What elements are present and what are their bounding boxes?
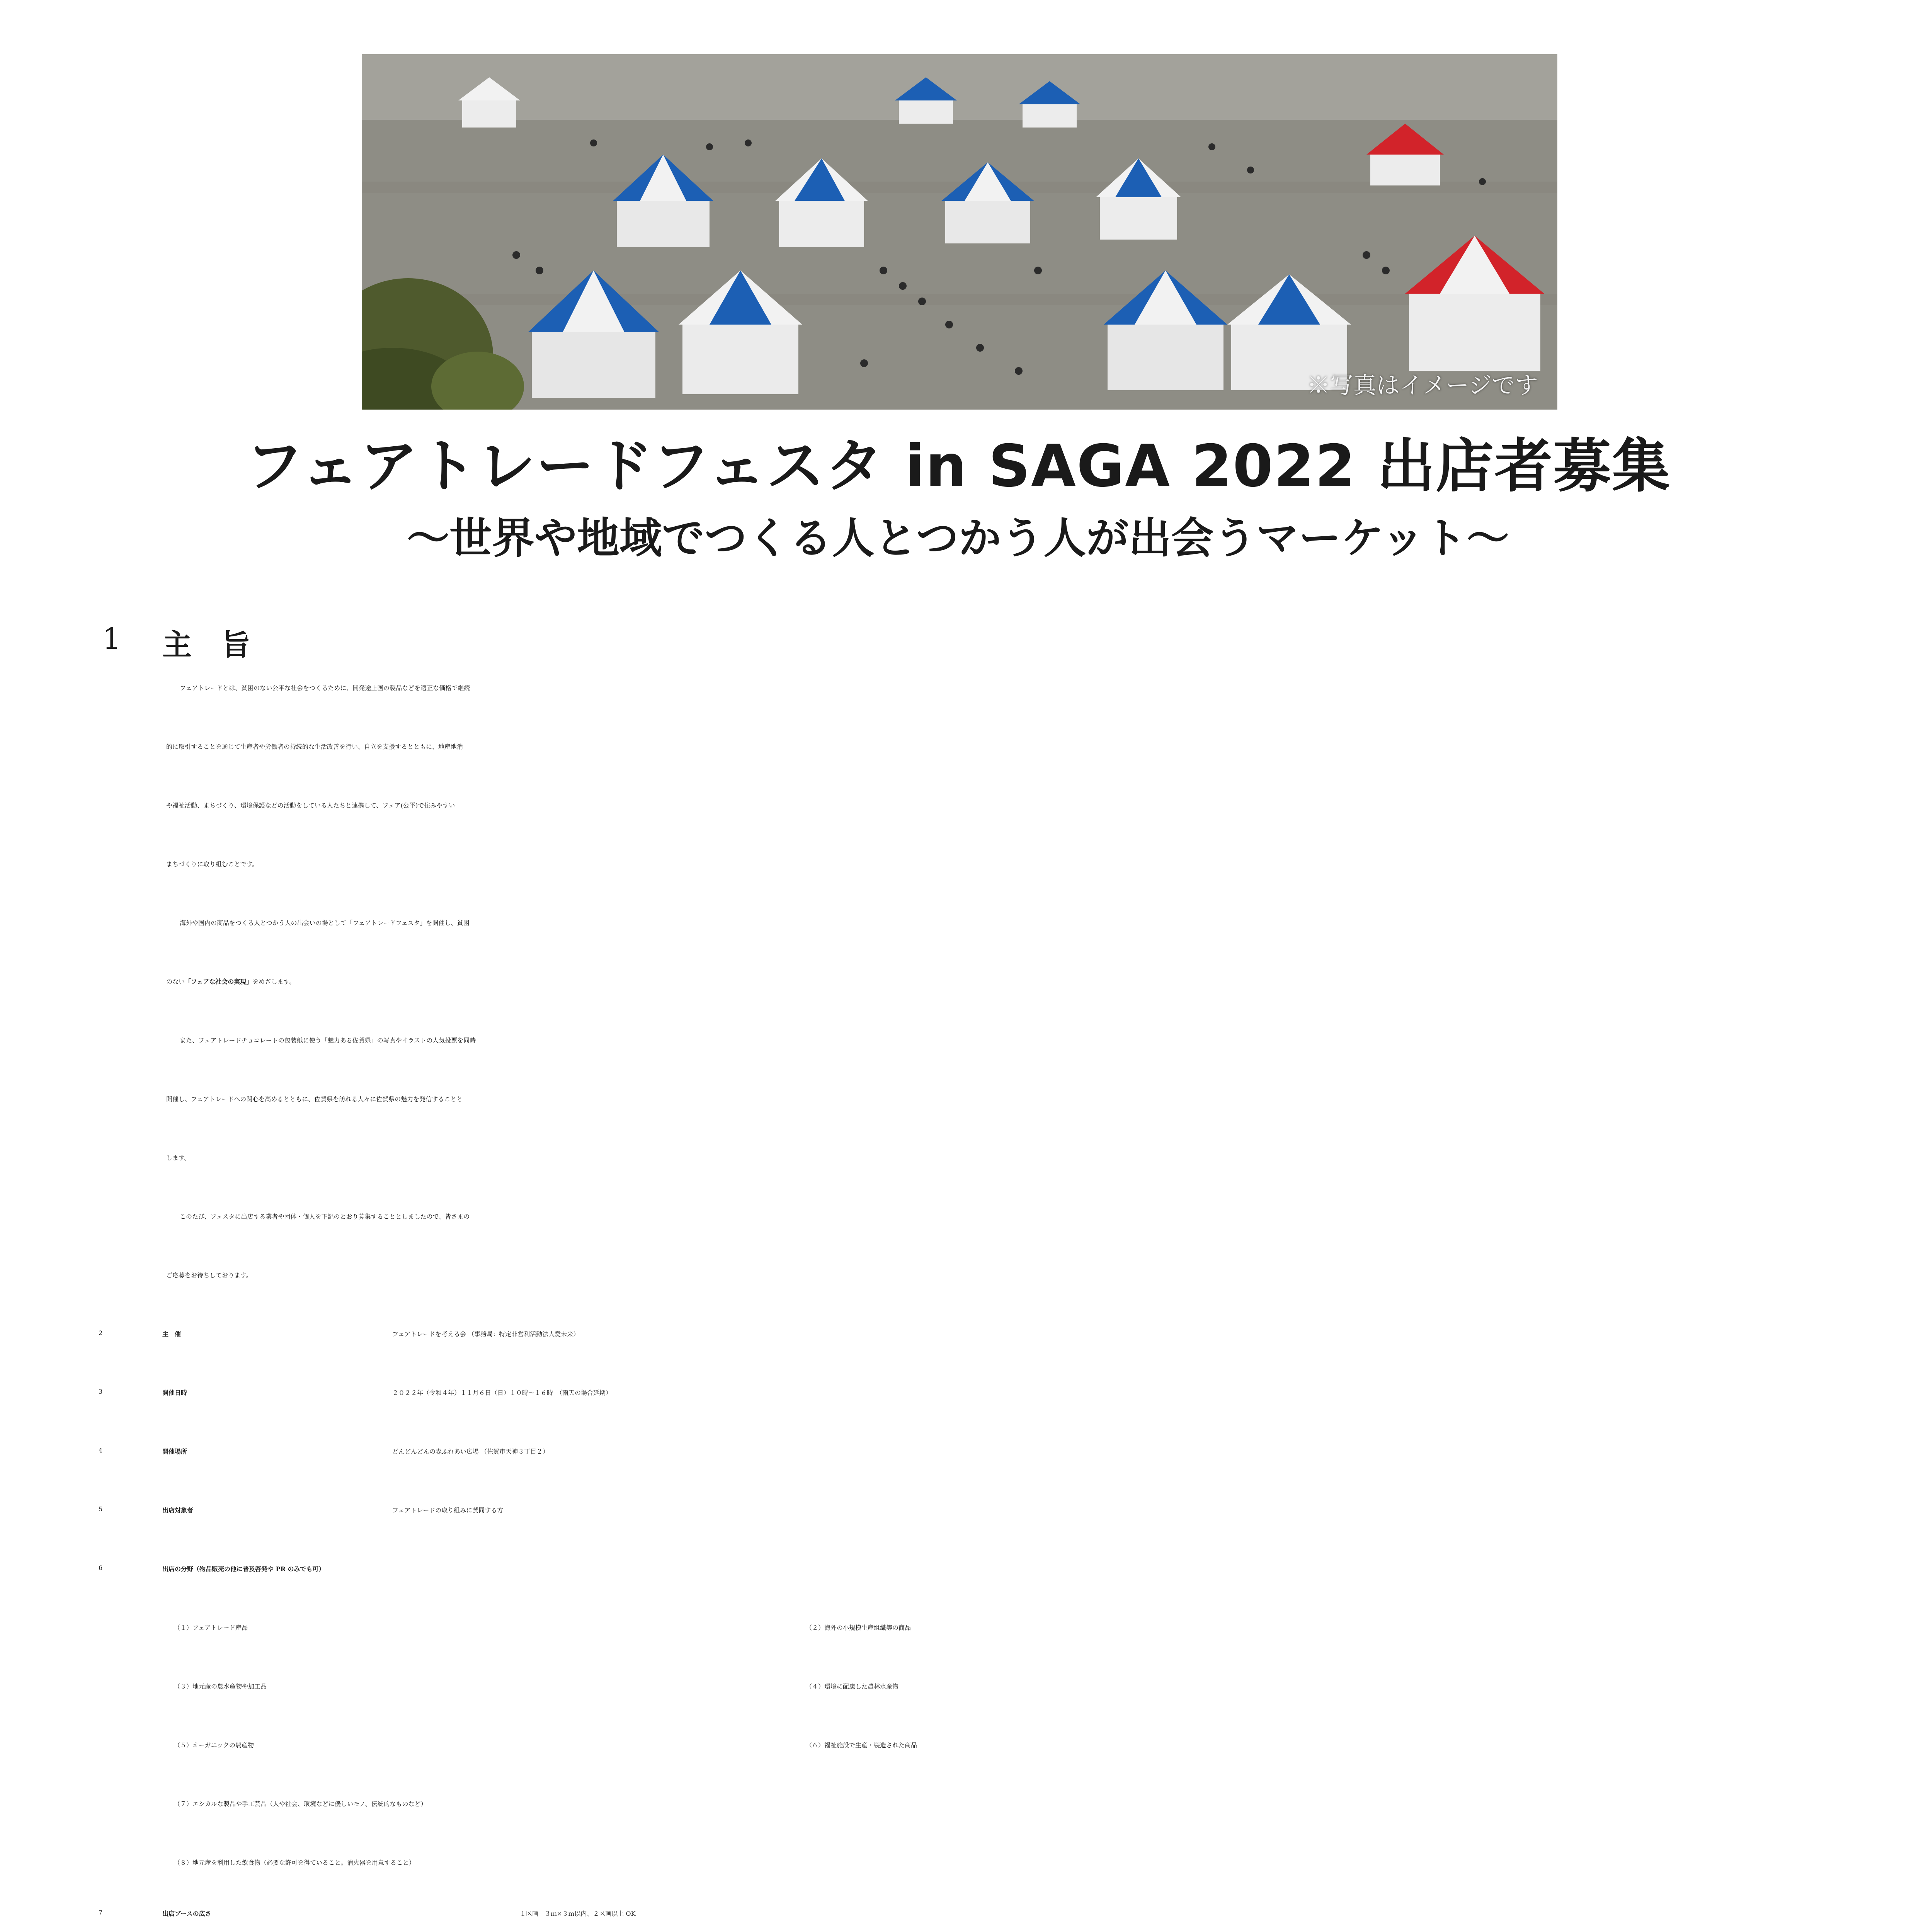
page-title: フェアトレードフェスタ in SAGA 2022 出店者募集 — [245, 433, 1671, 500]
section-1-number: 1 — [102, 621, 121, 656]
section-1-heading: 主 旨 — [162, 628, 250, 662]
item-4-number: 4 — [99, 1447, 103, 1454]
item-7-value: １区画 ３ｍ×３ｍ以内、２区画以上 OK — [520, 1910, 636, 1917]
item-6-label: 出店の分野（物品販売の他に普及啓発や PR のみでも可） — [162, 1565, 325, 1573]
category-item: （４）環境に配慮した農林水産物 — [806, 1683, 899, 1690]
category-item: （５）オーガニックの農産物 — [174, 1742, 254, 1749]
category-item: （８）地元産を利用した飲食物（必要な許可を得ていること。消火器を用意すること） — [174, 1859, 415, 1866]
item-5-value: フェアトレードの取り組みに賛同する方 — [392, 1507, 504, 1514]
item-2-label: 主 催 — [162, 1330, 181, 1338]
item-4-label: 開催場所 — [162, 1448, 187, 1455]
item-2-number: 2 — [99, 1329, 103, 1337]
item-3-number: 3 — [99, 1388, 103, 1395]
para-2-line-2 — [166, 977, 295, 986]
para-3-line-1: また、フェアトレードチョコレートの包装紙に使う「魅力ある佐賀県」の写真やイラストの人気投票を同時 — [180, 1037, 476, 1044]
para-1-line-2: 的に取引することを通じて生産者や労働者の持続的な生活改善を行い、自立を支援するとともに、地産地消 — [166, 743, 463, 750]
item-3-value: ２０２２年（令和４年）１１月６日（日）１０時～１６時 （雨天の場合延期） — [392, 1389, 612, 1396]
para-3-line-2: 開催し、フェアトレードへの関心を高めるとともに、佐賀県を訪れる人々に佐賀県の魅力を発信することと — [166, 1095, 463, 1103]
item-7-label: 出店ブースの広さ — [162, 1910, 211, 1917]
item-5-number: 5 — [99, 1505, 103, 1513]
page-subtitle: ～世界や地域でつくる人とつかう人が出会うマーケット～ — [407, 514, 1509, 563]
para-1-line-3: や福祉活動、まちづくり、環境保護などの活動をしている人たちと連携して、フェア(公平)で住みやすい — [166, 802, 455, 809]
item-2-value: フェアトレードを考える会 （事務局：特定非営利活動法人愛未来） — [392, 1330, 580, 1338]
category-item: （３）地元産の農水産物や加工品 — [174, 1683, 267, 1690]
category-item: （１）フェアトレード産品 — [174, 1624, 248, 1631]
photo-caption: ※写真はイメージです — [1307, 372, 1538, 399]
item-6-number: 6 — [99, 1564, 103, 1571]
tents-illustration — [362, 54, 1557, 410]
para-4-line-2: ご応募をお待ちしております。 — [166, 1272, 252, 1279]
category-item: （７）エシカルな製品や手工芸品（人や社会、環境などに優しいモノ、伝統的なものなど） — [174, 1800, 427, 1808]
para-4-line-1: このたび、フェスタに出店する業者や団体・個人を下記のとおり募集することとしましたので、皆さまの — [180, 1213, 470, 1220]
item-7-number: 7 — [99, 1909, 103, 1916]
item-5-label: 出店対象者 — [162, 1507, 194, 1514]
para-2-line-1: 海外や国内の商品をつくる人とつかう人の出会いの場として「フェアトレードフェスタ」を開催し、貧困 — [180, 919, 470, 927]
para-2-text-a: のない — [166, 978, 185, 985]
para-2-emphasis: 「フェアな社会の実現」 — [185, 978, 253, 985]
para-1-line-4: まちづくりに取り組むことです。 — [166, 861, 259, 868]
para-1-line-1: フェアトレードとは、貧困のない公平な社会をつくるために、開発途上国の製品などを適正な価格で継続 — [180, 684, 470, 692]
para-2-text-c: をめざします。 — [252, 978, 295, 985]
item-4-value: どんどんどんの森ふれあい広場 （佐賀市天神３丁目２） — [392, 1448, 549, 1455]
item-3-label: 開催日時 — [162, 1389, 187, 1396]
category-item: （６）福祉施設で生産・製造された商品 — [806, 1742, 917, 1749]
category-item: （２）海外の小規模生産組織等の商品 — [806, 1624, 911, 1631]
para-3-line-3: します。 — [166, 1154, 191, 1162]
event-photo — [362, 54, 1557, 410]
